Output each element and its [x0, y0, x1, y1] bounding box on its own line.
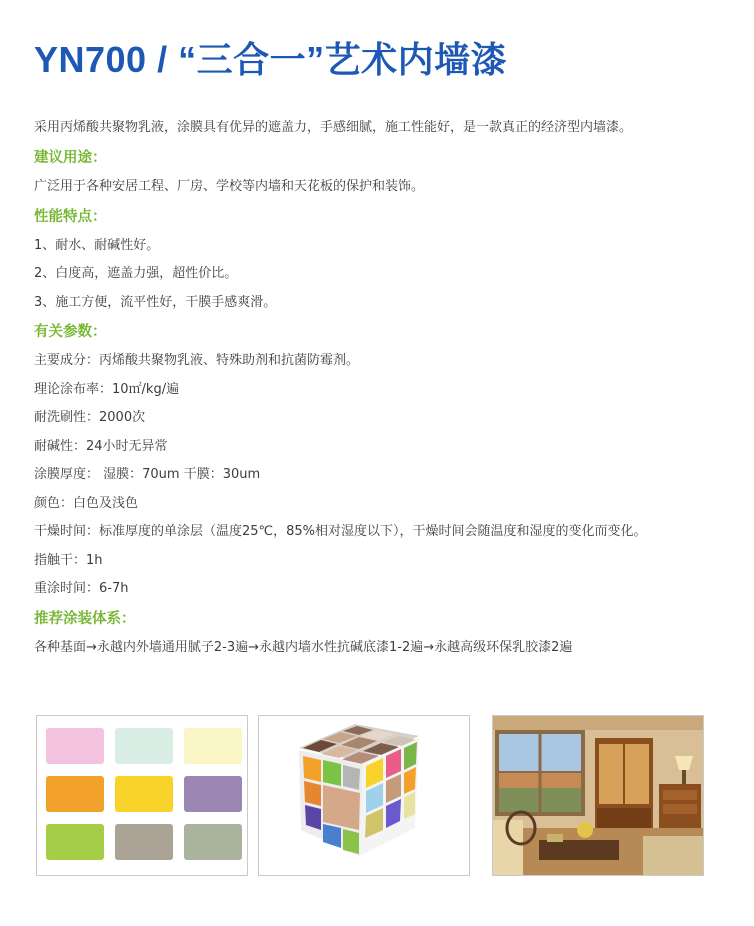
color-swatch [184, 776, 242, 812]
param-color: 颜色：白色及浅色 [34, 495, 139, 511]
feature-item-3: 3、施工方便，流平性好，干膜手感爽滑。 [34, 294, 277, 310]
param-drying-time: 干燥时间：标准厚度的单涂层（温度25℃，85%相对湿度以下），干燥时间会随温度和湿度的变化而变化。 [34, 524, 647, 539]
usage-text: 广泛用于各种安居工程、厂房、学校等内墙和天花板的保护和装饰。 [34, 179, 425, 194]
product-description [34, 120, 724, 668]
page-title: YN700 / “三合一”艺术内墙漆 [34, 39, 508, 80]
interior-room-photo [492, 715, 704, 876]
param-recoat-time: 重涂时间：6-7h [34, 581, 129, 596]
feature-item-1: 1、耐水、耐碱性好。 [34, 237, 160, 253]
feature-item-2: 2、白度高，遮盖力强，超性价比。 [34, 266, 238, 281]
color-swatch [115, 728, 173, 764]
intro-text: 采用丙烯酸共聚物乳液，涂膜具有优异的遮盖力，手感细腻，施工性能好，是一款真正的经济型内墙漆。 [34, 120, 633, 135]
color-swatch-panel [36, 715, 248, 876]
photo-cube-panel [258, 715, 470, 876]
photo-cube-image [259, 716, 469, 875]
usage-heading: 建议用途： [34, 150, 107, 166]
param-scrub-resistance: 耐洗刷性：2000次 [34, 410, 146, 425]
param-touch-dry: 指触干：1h [34, 552, 103, 568]
system-heading: 推荐涂装体系： [34, 610, 136, 627]
params-heading: 有关参数： [34, 324, 107, 340]
param-film-thickness: 涂膜厚度： 湿膜：70um 干膜：30um [34, 467, 261, 482]
cube-left-face [299, 750, 363, 856]
color-swatch [184, 824, 242, 860]
color-swatch [46, 728, 104, 764]
param-alkali-resistance: 耐碱性：24小时无异常 [34, 438, 168, 454]
color-swatch [184, 728, 242, 764]
color-swatch [46, 824, 104, 860]
color-swatch [46, 776, 104, 812]
features-heading: 性能特点： [34, 208, 107, 225]
room-image [493, 716, 703, 875]
param-composition: 主要成分：丙烯酸共聚物乳液、特殊助剂和抗菌防霉剂。 [34, 353, 360, 368]
color-swatch [115, 776, 173, 812]
color-swatch [115, 824, 173, 860]
param-coverage: 理论涂布率：10㎡/kg/遍 [34, 381, 180, 397]
system-text: 各种基面→永越内外墙通用腻子2-3遍→永越内墙水性抗碱底漆1-2遍→永越高级环保乳胶漆2遍 [34, 639, 573, 655]
